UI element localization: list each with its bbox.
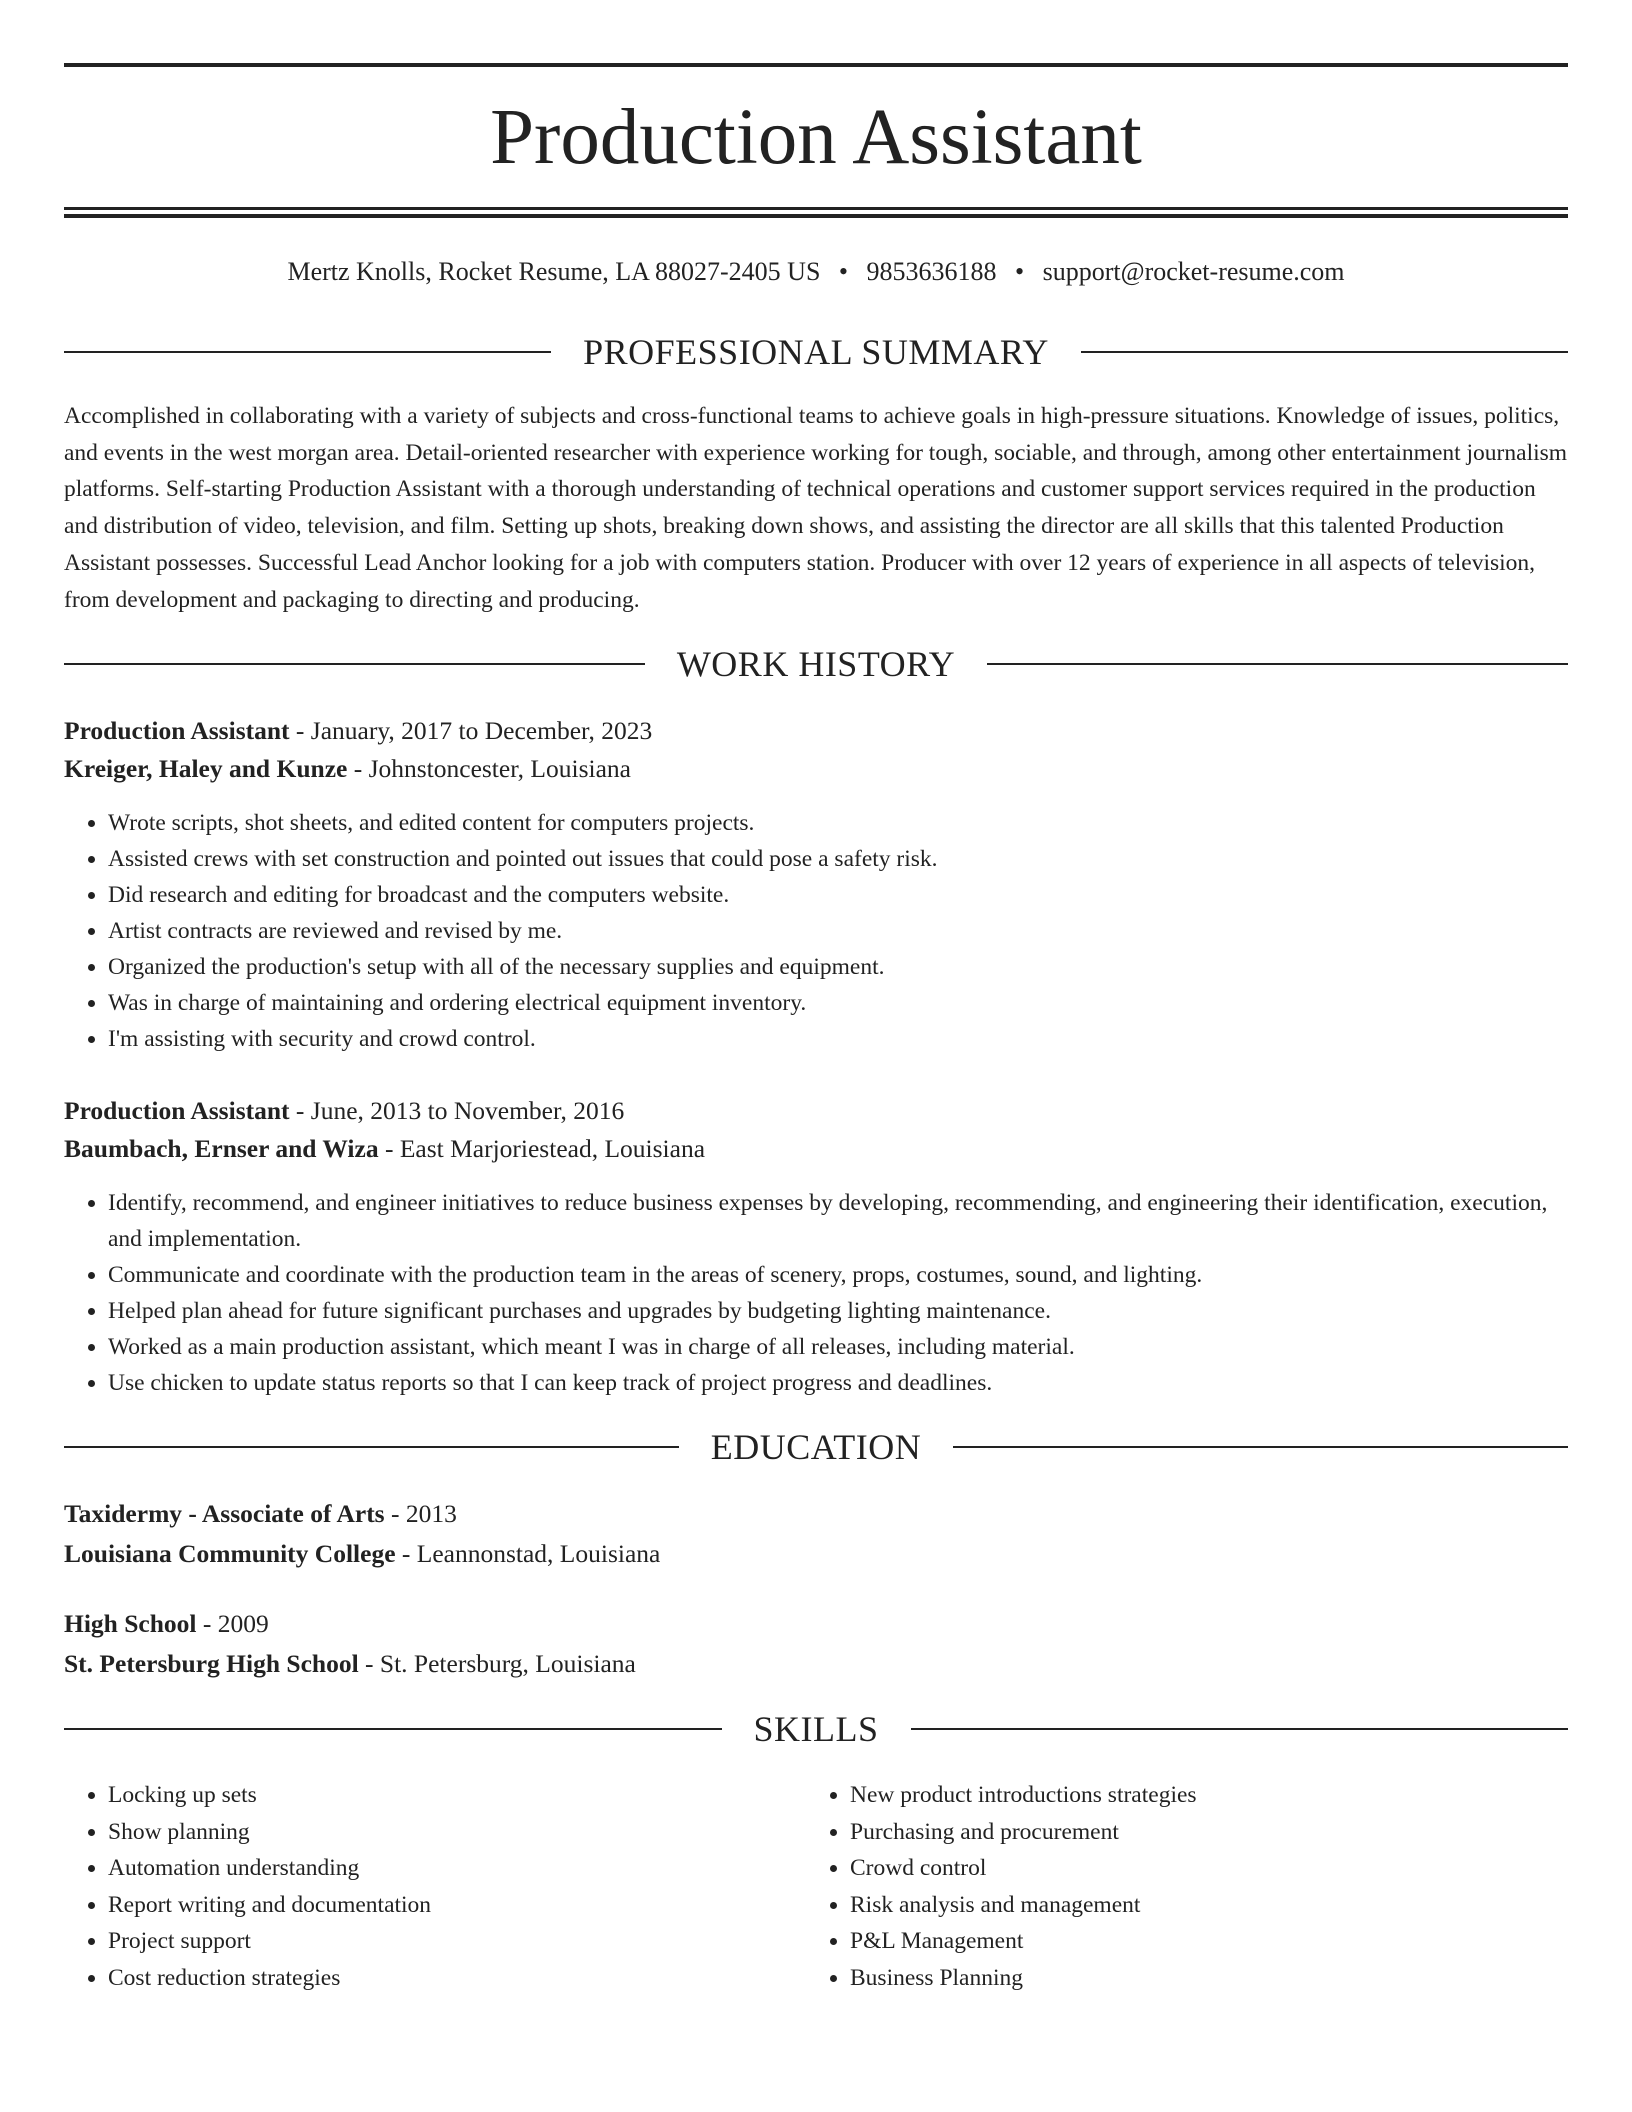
top-rule <box>64 63 1568 67</box>
education-school-line <box>64 1535 1568 1573</box>
education-degree-line <box>64 1495 1568 1533</box>
education-school-line <box>64 1645 1568 1683</box>
heading-rule <box>987 663 1568 665</box>
list-item: • Artist contracts are reviewed and revised by me. <box>108 913 1568 949</box>
list-item: • Organized the production's setup with all of the necessary supplies and equipment. <box>108 949 1568 985</box>
skill-item: • New product introductions strategies <box>850 1777 1610 1814</box>
job-company: Baumbach, Ernser and Wiza <box>64 1134 379 1163</box>
job-dates: - January, 2017 to December, 2023 <box>289 716 653 745</box>
job-title: Production Assistant <box>64 716 290 745</box>
skill-item: • P&L Management <box>850 1923 1610 1960</box>
section-title: WORK HISTORY <box>676 644 956 684</box>
contact-line <box>64 252 1568 292</box>
contact-address: Mertz Knolls, Rocket Resume, LA 88027-2405 US <box>287 257 821 286</box>
skill-item: • Project support <box>108 1923 788 1960</box>
education-degree: High School <box>64 1609 197 1638</box>
job-company: Kreiger, Haley and Kunze <box>64 754 348 783</box>
job-company-line <box>64 1130 1568 1168</box>
section-title: EDUCATION <box>710 1427 922 1467</box>
summary-text: Accomplished in collaborating with a variety of subjects and cross-functional teams to achieve goals in high-pressure situations. Knowledge of issues, politics, and events in the west morgan area. Detail-oriented researcher with experience working for tough, sociable, and through, among other entertainment journalism platforms. Self-starting Production Assistant with a thorough understanding of technical operations and customer support services required in the production and distribution of video, television, and film. Setting up shots, breaking down shows, and assisting the director are all skills that this talented Production Assistant possesses. Successful Lead Anchor looking for a job with computers station. Producer with over 12 years of experience in all aspects of television, from development and packaging to directing and producing. <box>64 403 1568 613</box>
list-item: • Wrote scripts, shot sheets, and edited content for computers projects. <box>108 805 1568 841</box>
title-double-rule <box>64 207 1568 218</box>
job-bullets <box>64 805 1568 1057</box>
heading-rule <box>953 1446 1568 1448</box>
section-heading-work-history <box>64 641 1568 687</box>
heading-rule <box>911 1728 1569 1730</box>
skills-list-left <box>64 1777 788 1996</box>
skill-item: • Locking up sets <box>108 1777 788 1814</box>
job-dates: - June, 2013 to November, 2016 <box>289 1096 625 1125</box>
resume-title: Production Assistant <box>490 94 1142 181</box>
heading-rule <box>64 351 551 353</box>
skill-item: • Report writing and documentation <box>108 1887 788 1924</box>
contact-separator: • <box>838 257 849 286</box>
job-bullets <box>64 1185 1568 1401</box>
section-heading-summary <box>64 329 1568 375</box>
list-item: • Was in charge of maintaining and ordering electrical equipment inventory. <box>108 985 1568 1021</box>
job-title-line <box>64 1092 1568 1130</box>
heading-rule <box>64 1446 679 1448</box>
skill-item: • Crowd control <box>850 1850 1610 1887</box>
job-title-line <box>64 712 1568 750</box>
skill-item: • Show planning <box>108 1814 788 1851</box>
job-location: - East Marjoriestead, Louisiana <box>378 1134 706 1163</box>
list-item: • Use chicken to update status reports so that I can keep track of project progress and deadlines. <box>108 1365 1568 1401</box>
job-location: - Johnstoncester, Louisiana <box>347 754 631 783</box>
education-year: - 2013 <box>384 1499 457 1528</box>
list-item: • I'm assisting with security and crowd control. <box>108 1021 1568 1057</box>
education-location: - Leannonstad, Louisiana <box>395 1539 661 1568</box>
contact-separator: • <box>1015 257 1025 286</box>
list-item: • Did research and editing for broadcast and the computers website. <box>108 877 1568 913</box>
heading-rule <box>64 663 645 665</box>
contact-phone: 9853636188 <box>866 257 997 286</box>
heading-rule <box>1081 351 1568 353</box>
job-company-line <box>64 750 1568 788</box>
skill-item: • Automation understanding <box>108 1850 788 1887</box>
section-title: PROFESSIONAL SUMMARY <box>583 332 1049 372</box>
list-item: • Assisted crews with set construction and pointed out issues that could pose a safety risk. <box>108 841 1568 877</box>
skill-item: • Risk analysis and management <box>850 1887 1610 1924</box>
list-item: • Communicate and coordinate with the production team in the areas of scenery, props, costumes, sound, and lighting. <box>108 1257 1568 1293</box>
skills-list-right <box>806 1777 1610 1996</box>
education-degree: Taxidermy - Associate of Arts <box>64 1499 385 1528</box>
contact-email: support@rocket-resume.com <box>1042 257 1345 286</box>
section-title: SKILLS <box>753 1709 879 1749</box>
list-item: • Identify, recommend, and engineer initiatives to reduce business expenses by developing, recommending, and engineering their identification, execution, and implementation. <box>108 1185 1568 1257</box>
section-heading-skills <box>64 1706 1568 1752</box>
heading-rule <box>64 1728 722 1730</box>
education-degree-line <box>64 1605 1568 1643</box>
education-school: St. Petersburg High School <box>64 1649 359 1678</box>
job-title: Production Assistant <box>64 1096 290 1125</box>
list-item: • Worked as a main production assistant, which meant I was in charge of all releases, including material. <box>108 1329 1568 1365</box>
list-item: • Helped plan ahead for future significant purchases and upgrades by budgeting lighting maintenance. <box>108 1293 1568 1329</box>
education-location: - St. Petersburg, Louisiana <box>358 1649 636 1678</box>
skill-item: • Business Planning <box>850 1960 1610 1997</box>
education-school: Louisiana Community College <box>64 1539 396 1568</box>
skill-item: • Purchasing and procurement <box>850 1814 1610 1851</box>
skill-item: • Cost reduction strategies <box>108 1960 788 1997</box>
section-heading-education <box>64 1424 1568 1470</box>
education-year: - 2009 <box>196 1609 269 1638</box>
